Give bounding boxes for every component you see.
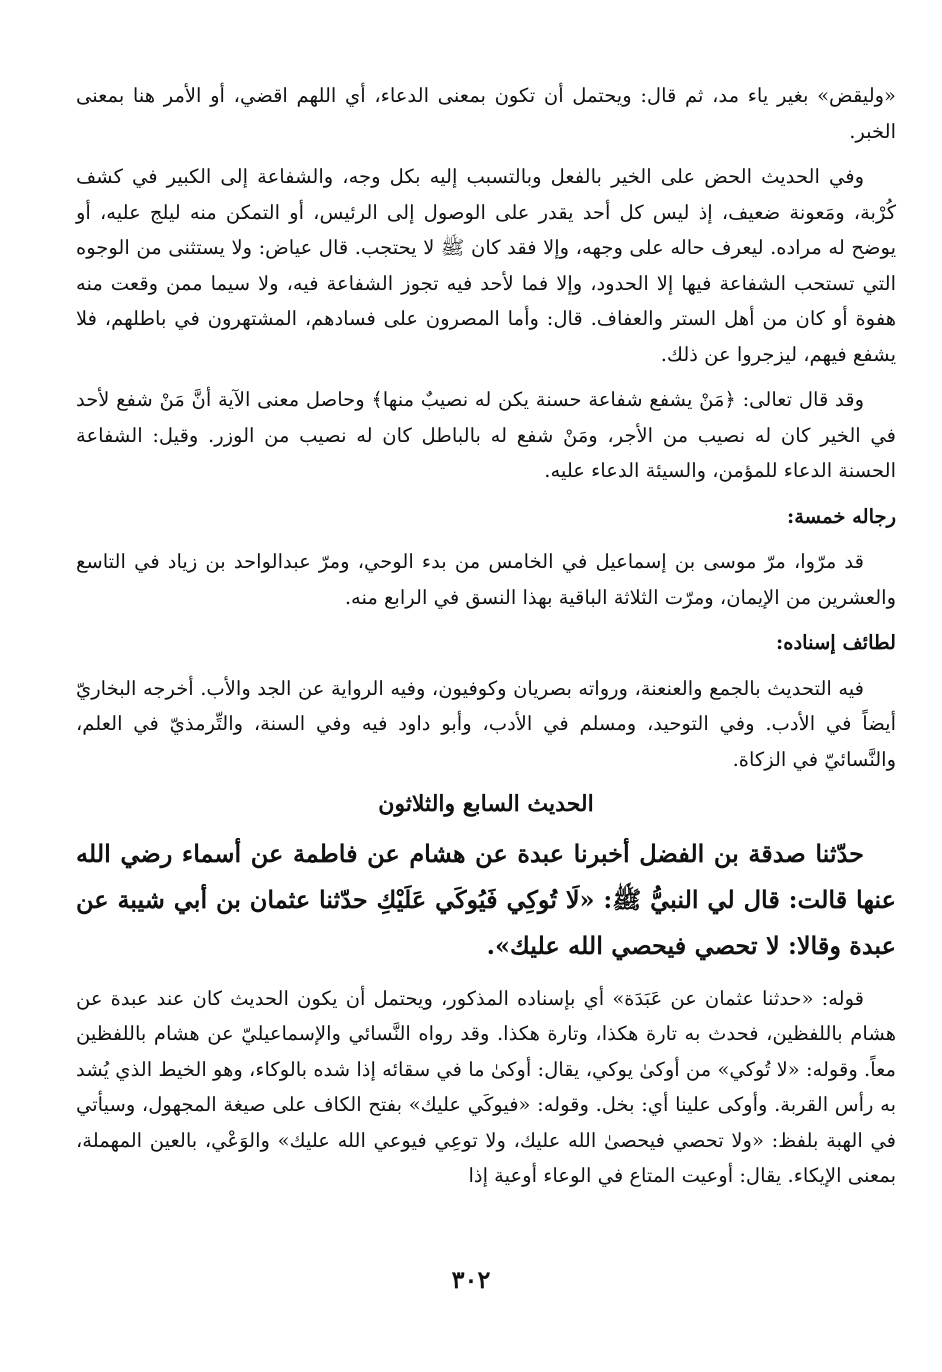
hadith-title: الحديث السابع والثلاثون xyxy=(378,791,594,817)
paragraph-commentary-1: «وليقض» بغير ياء مد، ثم قال: ويحتمل أن تكون بمعنى الدعاء، أي اللهم اقضي، أو الأمر هنا بمعنى الخبر. xyxy=(76,84,896,143)
page-body xyxy=(76,78,896,1204)
paragraph-rijal: قد مرّوا، مرّ موسى بن إسماعيل في الخامس من بدء الوحي، ومرّ عبدالواحد بن زياد في التاسع والعشرين من الإيمان، ومرّت الثلاثة الباقية بهذا النسق في الرابع منه. xyxy=(76,550,896,609)
paragraph-commentary-4: قوله: «حدثنا عثمان عن عَبَدَة» أي بإسناده المذكور، ويحتمل أن يكون الحديث كان عند عبدة عن هشام باللفظين، فحدث به تارة هكذا، وتارة هكذا. وقد رواه النَّسائي والإسماعيليّ عن هشام باللفظين معاً. وقوله: «لا تُوكي» من أوكىٰ يوكي، يقال: أوكىٰ ما في سقائه إذا شده بالوكاء، وهو الخيط الذي يُشد به رأس القربة. وأوكى علينا أي: بخل. وقوله: «فيوكَي عليك» بفتح الكاف على صيغة المجهول، وسيأتي في الهبة بلفظ: «ولا تحصي فيحصىٰ الله عليك، ولا توعِي فيوعي الله عليك» والوَعْي، بالعين المهملة، بمعنى الإيكاء. يقال: أوعيت المتاع في الوعاء أوعية إذا xyxy=(76,986,896,1187)
section-heading-rijal: رجاله خمسة: xyxy=(787,504,896,528)
page-number: ٣٠٢ xyxy=(451,1265,491,1294)
paragraph-commentary-3: وقد قال تعالى: ﴿مَنْ يشفع شفاعة حسنة يكن له نصيبٌ منها﴾ وحاصل معنى الآية أنَّ مَنْ شفع لأحد في الخير كان له نصيب من الأجر، ومَنْ شفع له بالباطل كان له نصيب من الوزر. وقيل: الشفاعة الحسنة الدعاء للمؤمن، والسيئة الدعاء عليه. xyxy=(76,388,896,482)
paragraph-lataif: فيه التحديث بالجمع والعنعنة، ورواته بصريان وكوفيون، وفيه الرواية عن الجد والأب. أخرجه البخاريّ أيضاً في الأدب. وفي التوحيد، ومسلم في الأدب، وأبو داود فيه وفي السنة، والتِّرمذيّ في العلم، والنَّسائيّ في الزكاة. xyxy=(76,676,896,771)
section-heading-lataif: لطائف إسناده: xyxy=(776,631,896,654)
hadith-text: حدّثنا صدقة بن الفضل أخبرنا عبدة عن هشام عن فاطمة عن أسماء رضي الله عنها قالت: قال لي النبيُّ ﷺ: «لَا تُوكِي فَيُوكَي عَلَيْكِ حدّثنا عثمان بن أبي شيبة عن عبدة وقالا: لا تحصي فيحصي الله عليك». xyxy=(76,838,896,960)
paragraph-commentary-2: وفي الحديث الحض على الخير بالفعل وبالتسبب إليه بكل وجه، والشفاعة إلى الكبير في كشف كُرْبة، ومَعونة ضعيف، إذ ليس كل أحد يقدر على الوصول إلى الرئيس، أو التمكن منه ليلج عليه، أو يوضح له مراده. ليعرف حاله على وجهه، وإلا فقد كان ﷺ لا يحتجب. قال عياض: ولا يستثنى من الوجوه التي تستحب الشفاعة فيها إلا الحدود، وإلا فما لأحد فيه تجوز الشفاعة فيه، ولا سيما ممن وقعت منه هفوة أو كان من أهل الستر والعفاف. قال: وأما المصرون على فسادهم، المشتهرون في باطلهم، فلا يشفع فيهم، ليزجروا عن ذلك. xyxy=(76,165,896,366)
